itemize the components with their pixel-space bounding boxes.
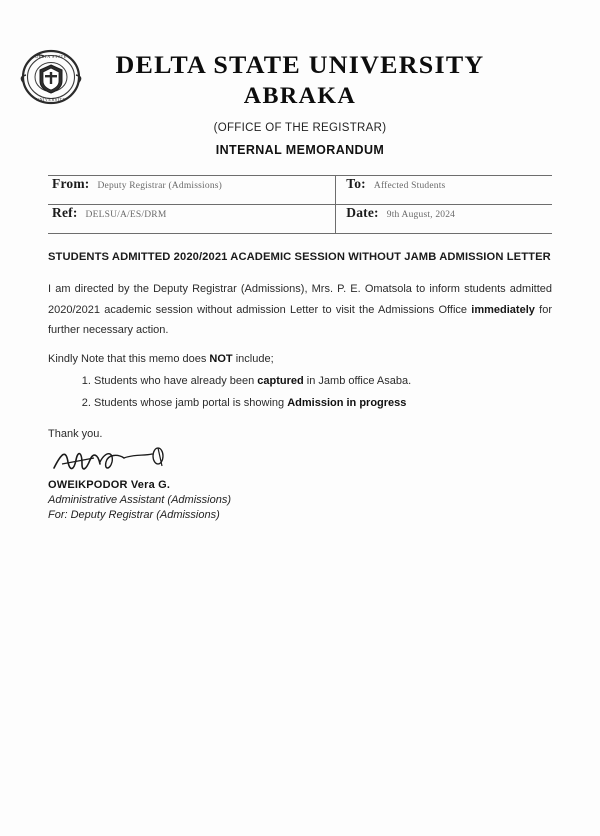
meta-cell-ref [48, 205, 335, 233]
signatory-title: Administrative Assistant (Admissions) [48, 494, 231, 507]
exclusion-1-text-before: Students who have already been [94, 375, 258, 388]
signatory-for-line: For: Deputy Registrar (Admissions) [48, 509, 220, 522]
from-value: Deputy Registrar (Admissions) [97, 181, 223, 191]
memo-subject: STUDENTS ADMITTED 2020/2021 ACADEMIC SESSION WITHOUT JAMB ADMISSION LETTER [48, 251, 551, 263]
handwritten-signature-icon [48, 444, 198, 478]
exclusion-2-text-before: Students whose jamb portal is showing [94, 397, 288, 410]
date-label: Date: [346, 205, 379, 220]
paragraph-1-text-before: I am directed by the Deputy Registrar (Admissions), Mrs. P. E. Omatsola to inform students admitted 2020/2021 academic session without admission Letter to visit the Admissions Office [48, 283, 552, 316]
university-name: DELTA STATE UNIVERSITY [115, 52, 485, 79]
exclusion-2-emphasis: Admission in progress [287, 397, 407, 410]
closing-thanks: Thank you. [48, 428, 103, 441]
memo-type: INTERNAL MEMORANDUM [215, 143, 385, 157]
memo-meta-table [48, 175, 552, 234]
office-line: (OFFICE OF THE REGISTRAR) [213, 122, 387, 134]
svg-text:UNIVERSITY: UNIVERSITY [35, 97, 67, 102]
to-value: Affected Students [373, 181, 446, 191]
date-value: 9th August, 2024 [386, 210, 456, 220]
list-item [94, 396, 552, 412]
note-emphasis: NOT [209, 353, 233, 366]
ref-label: Ref: [52, 205, 78, 220]
meta-cell-date [335, 205, 552, 233]
meta-row-from-to [48, 176, 552, 205]
list-item [94, 374, 552, 390]
from-label: From: [52, 176, 90, 191]
memo-paragraph-1 [48, 279, 552, 340]
meta-cell-from [48, 176, 335, 204]
memo-note [48, 353, 552, 365]
meta-row-ref-date [48, 205, 552, 233]
exclusion-list [48, 374, 552, 412]
note-text-after: include; [232, 353, 274, 366]
document-header [48, 52, 552, 157]
note-text-before: Kindly Note that this memo does [48, 353, 210, 366]
paragraph-1-emphasis: immediately [471, 303, 535, 316]
to-label: To: [346, 176, 366, 191]
exclusion-1-text-after: in Jamb office Asaba. [303, 375, 412, 388]
university-city: ABRAKA [243, 83, 357, 108]
paragraph-1-text-after: for further necessary action. [48, 303, 552, 337]
exclusion-1-emphasis: captured [257, 375, 304, 388]
ref-value: DELSU/A/ES/DRM [85, 210, 167, 220]
meta-cell-to [335, 176, 552, 204]
svg-text:DELTA STATE: DELTA STATE [35, 54, 67, 59]
signatory-name: OWEIKPODOR Vera G. [48, 479, 171, 492]
